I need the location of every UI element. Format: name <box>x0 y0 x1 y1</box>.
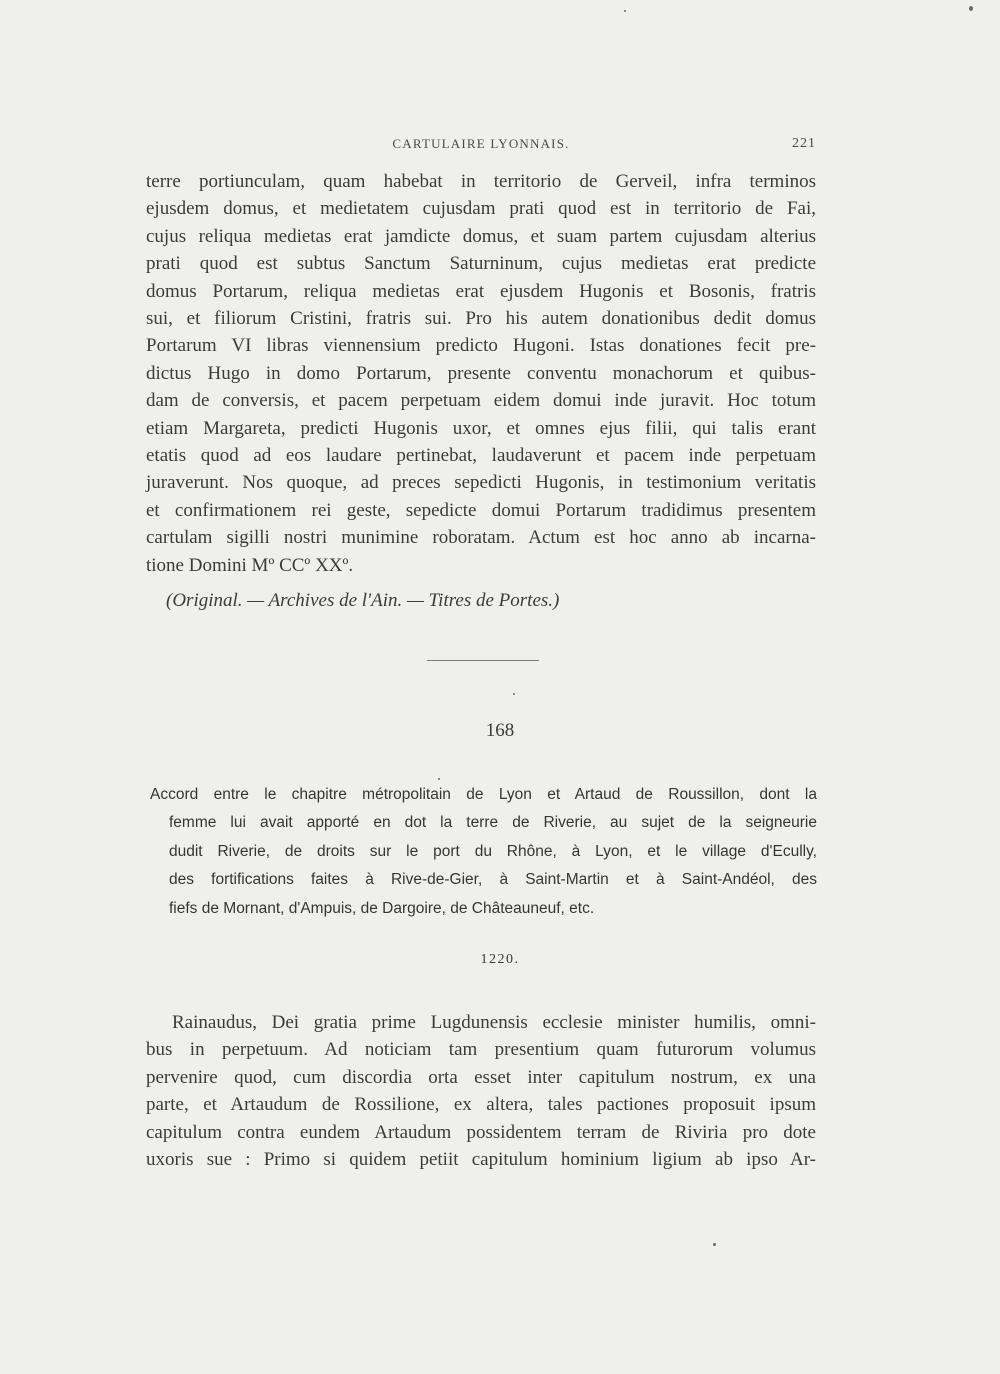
text-line: etiam Margareta, predicti Hugonis uxor, et omnes ejus filii, qui talis erant <box>146 417 816 439</box>
text-line: Portarum VI libras viennensium predicto Hugoni. Istas donationes fecit pre- <box>146 335 816 357</box>
running-title: CARTULAIRE LYONNAIS. <box>392 136 570 151</box>
summary-line: Accord entre le chapitre métropolitain de Lyon et Artaud de Roussillon, dont la <box>150 786 817 803</box>
summary-line: des fortifications faites à Rive-de-Gier, à Saint-Martin et à Saint-Andéol, des <box>169 871 817 889</box>
paragraph-charter-text <box>146 1009 816 1173</box>
text-line: cujus reliqua medietas erat jamdicte domus, et suam partem cujusdam alterius <box>146 225 816 247</box>
text-line: dam de conversis, et pacem perpetuam eidem domui inde juravit. Hoc totum <box>146 390 816 412</box>
text-line: cartulam sigilli nostri munimine roboratam. Actum est hoc anno ab incarna- <box>146 527 816 549</box>
paper-speck <box>438 778 440 780</box>
source-note: (Original. — Archives de l'Ain. — Titres de Portes.) <box>166 590 560 611</box>
paragraph-continued-charter <box>146 168 816 579</box>
document-date: 1220. <box>480 952 520 967</box>
text-line: terre portiunculam, quam habebat in territorio de Gerveil, infra terminos <box>146 171 816 192</box>
text-line: prati quod est subtus Sanctum Saturninum, cujus medietas erat predicte <box>146 253 816 275</box>
text-line: parte, et Artaudum de Rossilione, ex altera, tales pactiones proposuit ipsum <box>146 1094 816 1116</box>
text-line: bus in perpetuum. Ad noticiam tam presentium quam futurorum volumus <box>146 1039 816 1061</box>
section-divider <box>427 660 539 661</box>
running-head <box>146 136 816 158</box>
text-line: uxoris sue : Primo si quidem petiit capitulum hominium ligium ab ipso Ar- <box>146 1149 816 1171</box>
text-line: Rainaudus, Dei gratia prime Lugdunensis ecclesie minister humilis, omni- <box>172 1012 816 1033</box>
text-line: tione Domini Mº CCº XXº. <box>146 554 354 576</box>
paper-speck <box>969 6 973 11</box>
summary-line: dudit Riverie, de droits sur le port du Rhône, à Lyon, et le village d'Ecully, <box>169 842 817 860</box>
paper-speck <box>624 10 626 12</box>
text-line: etatis quod ad eos laudare pertinebat, laudaverunt et pacem inde perpetuam <box>146 445 816 467</box>
summary-line: fiefs de Mornant, d'Ampuis, de Dargoire, de Châteauneuf, etc. <box>169 899 595 917</box>
text-line: juraverunt. Nos quoque, ad preces sepedicti Hugonis, in testimonium veritatis <box>146 472 816 494</box>
text-line: sui, et filiorum Cristini, fratris sui. Pro his autem donationibus dedit domus <box>146 308 816 330</box>
text-line: dictus Hugo in domo Portarum, presente conventu monachorum et quibus- <box>146 362 816 384</box>
document-summary <box>150 781 817 923</box>
text-line: pervenire quod, cum discordia orta esset inter capitulum nostrum, ex una <box>146 1066 816 1088</box>
text-line: ejusdem domus, et medietatem cujusdam prati quod est in territorio de Fai, <box>146 198 816 220</box>
text-line: capitulum contra eundem Artaudum possidentem terram de Riviria pro dote <box>146 1121 816 1143</box>
text-line: domus Portarum, reliqua medietas erat ejusdem Hugonis et Bosonis, fratris <box>146 280 816 302</box>
text-line: et confirmationem rei geste, sepedicte domui Portarum tradidimus presentem <box>146 499 816 521</box>
document-number: 168 <box>485 720 515 741</box>
page-number: 221 <box>792 136 816 151</box>
paper-speck <box>713 1243 716 1246</box>
paper-speck <box>513 693 515 695</box>
summary-line: femme lui avait apporté en dot la terre de Riverie, au sujet de la seigneurie <box>169 814 817 832</box>
